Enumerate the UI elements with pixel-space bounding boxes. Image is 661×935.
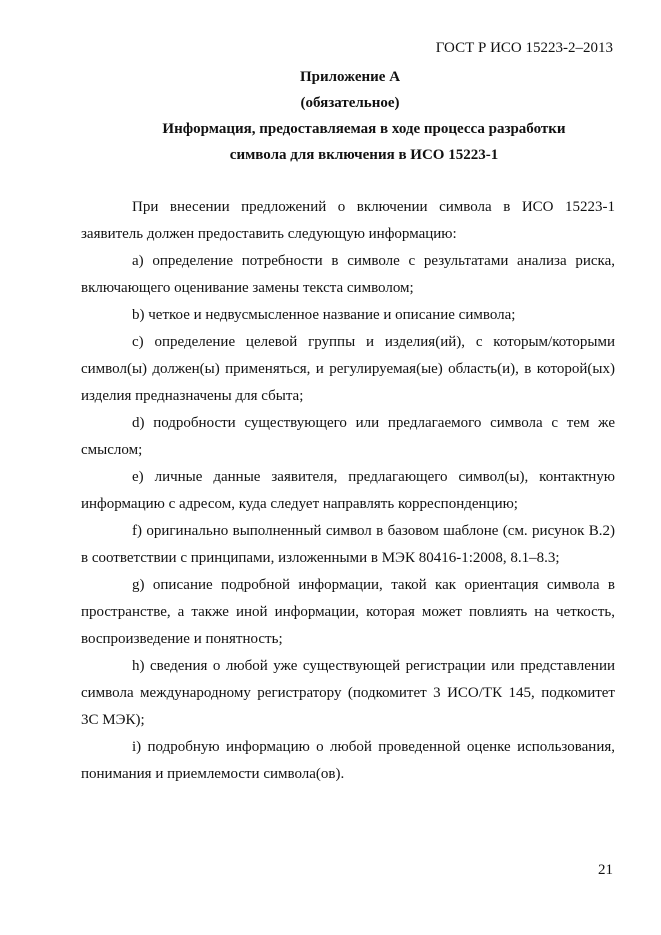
- list-item-g: g) описание подробной информации, такой как ориентация символа в пространстве, а также иной информации, которая может повлиять на четкость, воспроизведение и понятность;: [81, 577, 615, 647]
- list-item-h: h) сведения о любой уже существующей регистрации или представлении символа международному регистратору (подкомитет 3 ИСО/ТК 145, подкомитет 3С МЭК);: [81, 658, 615, 728]
- intro-paragraph: При внесении предложений о включении символа в ИСО 15223-1 заявитель должен предоставить следующую информацию:: [81, 199, 615, 242]
- annex-body: [81, 194, 615, 788]
- page-number: 21: [598, 862, 613, 878]
- list-item-a: а) определение потребности в символе с результатами анализа риска, включающего оценивание замены текста символом;: [81, 253, 615, 296]
- list-item-f: f) оригинально выполненный символ в базовом шаблоне (см. рисунок В.2) в соответствии с принципами, изложенными в МЭК 80416-1:2008, 8.1–8.3;: [81, 523, 615, 566]
- list-item-b: b) четкое и недвусмысленное название и описание символа;: [132, 307, 516, 323]
- annex-title-line-2: символа для включения в ИСО 15223-1: [229, 147, 499, 163]
- annex-heading: [85, 64, 615, 168]
- list-item-d: d) подробности существующего или предлагаемого символа с тем же смыслом;: [81, 415, 615, 458]
- annex-label: Приложение А: [299, 69, 401, 85]
- list-item-c: c) определение целевой группы и изделия(ий), с которым/которыми символ(ы) должен(ы) применяться, и регулируемая(ые) область(и), в которой(ых) изделия предназначены для сбыта;: [81, 334, 615, 404]
- annex-title-line-1: Информация, предоставляемая в ходе процесса разработки: [162, 121, 566, 137]
- list-item-i: i) подробную информацию о любой проведенной оценке использования, понимания и приемлемости символа(ов).: [81, 739, 615, 782]
- document-code: ГОСТ Р ИСО 15223-2–2013: [435, 40, 613, 56]
- list-item-e: e) личные данные заявителя, предлагающего символ(ы), контактную информацию с адресом, куда следует направлять корреспонденцию;: [81, 469, 615, 512]
- annex-title: [85, 116, 615, 168]
- annex-status: (обязательное): [300, 95, 400, 111]
